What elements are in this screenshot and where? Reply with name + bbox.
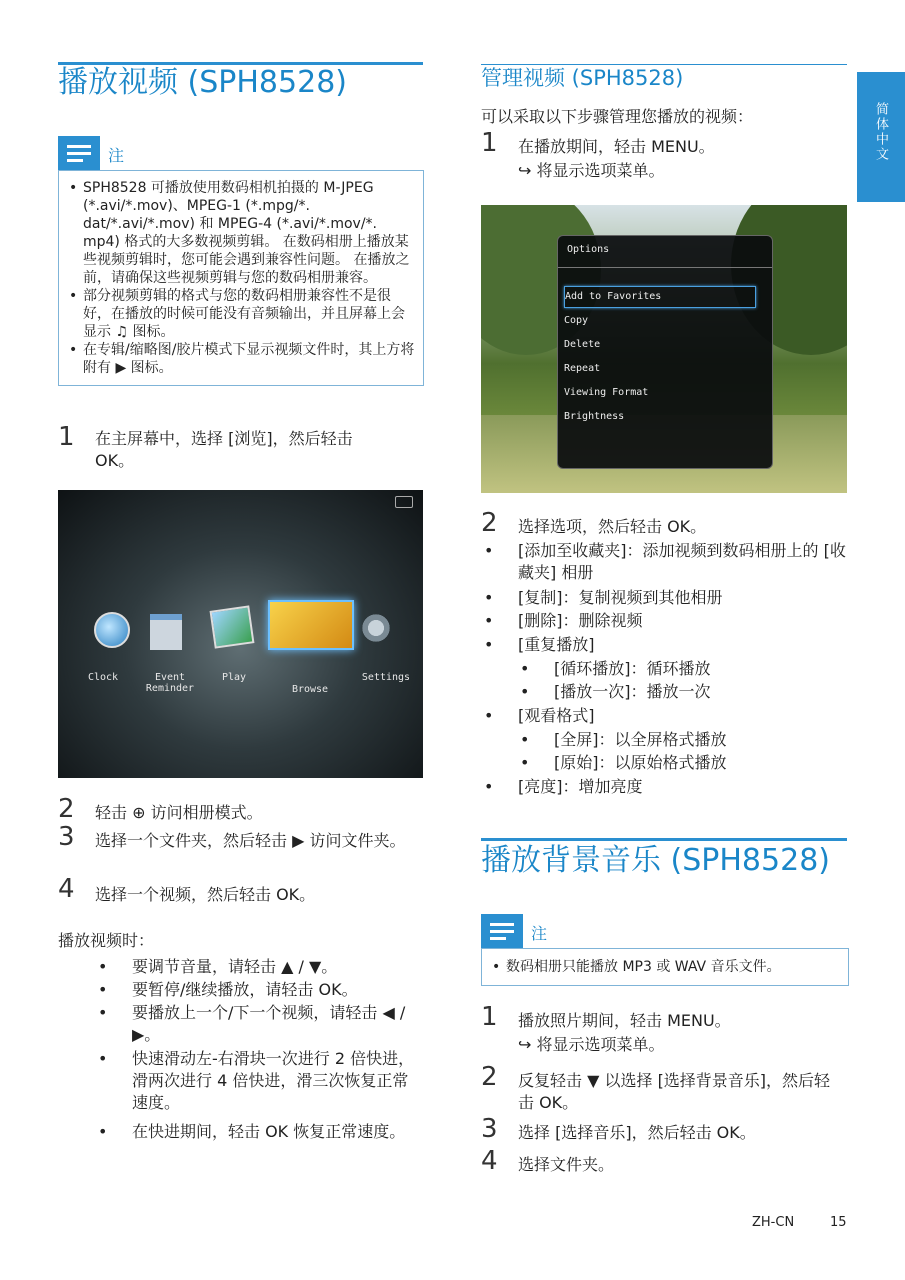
playing-item: • 在快进期间，轻击 OK 恢复正常速度。 xyxy=(132,1121,417,1143)
app-label-clock[interactable]: Clock xyxy=(87,672,119,683)
option-desc: • [亮度]：增加亮度 xyxy=(518,776,848,798)
step-number: 1 xyxy=(58,422,75,452)
note-box xyxy=(58,170,424,386)
playing-item: • 要调节音量，请轻击 ▲ / ▼。 xyxy=(132,956,417,978)
step-number: 4 xyxy=(481,1146,498,1176)
step-text: 选择文件夹。 xyxy=(518,1155,615,1174)
footer-language: ZH-CN xyxy=(752,1215,795,1230)
app-label-event-reminder[interactable]: Event Reminder xyxy=(145,672,195,694)
app-label-play[interactable]: Play xyxy=(221,672,247,683)
note-item: • 数码相册只能播放 MP3 或 WAV 音乐文件。 xyxy=(488,958,844,976)
note-item: • SPH8528 可播放使用数码相机拍摄的 M-JPEG (*.avi/*.mov)、MPEG-1 (*.mpg/*. dat/*.avi/*.mov) 和 MPEG-4 (*.avi/*.mov/*. mp4) 格式的大多数视频剪辑。 在数码相册上播放某些视频剪辑时，您可能会遇到兼容性问题。 在播放之前，请确保这些视频剪辑与您的数码相册兼容。 xyxy=(65,179,415,287)
page-number: 15 xyxy=(830,1215,847,1230)
options-menu-title: Options xyxy=(567,244,610,255)
option-desc-sub: • [原始]：以原始格式播放 xyxy=(554,752,844,774)
option-desc-sub: • [循环播放]：循环播放 xyxy=(554,658,844,680)
section-rule xyxy=(481,838,847,841)
note-label: 注 xyxy=(108,146,125,165)
option-desc: • [复制]：复制视频到其他相册 xyxy=(518,587,848,609)
step-text: 在播放期间，轻击 MENU。 xyxy=(518,137,715,156)
step-number: 2 xyxy=(481,1062,498,1092)
step-result: ↪ 将显示选项菜单。 xyxy=(518,161,665,180)
section-rule xyxy=(481,64,847,65)
note-label: 注 xyxy=(531,924,548,943)
language-tab-label: 简体中文 xyxy=(873,102,888,162)
option-desc: • [添加至收藏夹]：添加视频到数码相册上的 [收藏夹] 相册 xyxy=(518,540,848,584)
step-result: ↪ 将显示选项菜单。 xyxy=(518,1035,665,1054)
intro-text: 可以采取以下步骤管理您播放的视频： xyxy=(481,107,754,126)
step-number: 3 xyxy=(58,822,75,852)
settings-icon[interactable] xyxy=(360,612,392,644)
note-box xyxy=(481,948,849,986)
step-text: 选择一个文件夹，然后轻击 ▶ 访问文件夹。 xyxy=(95,831,406,850)
step-text: 轻击 ⊕ 访问相册模式。 xyxy=(95,803,263,822)
calendar-icon[interactable] xyxy=(150,614,182,650)
browse-icon[interactable] xyxy=(268,600,354,650)
note-item: • 在专辑/缩略图/胶片模式下显示视频文件时，其上方将附有 ▶ 图标。 xyxy=(65,341,415,377)
play-icon[interactable] xyxy=(210,605,255,648)
option-desc: • [观看格式] xyxy=(518,705,848,727)
note-icon xyxy=(481,914,523,948)
step-text: 播放照片期间，轻击 MENU。 xyxy=(518,1011,731,1030)
step-number: 1 xyxy=(481,128,498,158)
menu-item-copy[interactable]: Copy xyxy=(564,315,589,326)
language-tab xyxy=(857,72,905,202)
app-label-browse[interactable]: Browse xyxy=(291,684,329,695)
option-desc-sub: • [全屏]：以全屏格式播放 xyxy=(554,729,844,751)
playing-item: • 要播放上一个/下一个视频，请轻击 ◀ / ▶。 xyxy=(132,1002,417,1046)
playing-item: • 要暂停/继续播放，请轻击 OK。 xyxy=(132,979,417,1001)
menu-item-add-to-favorites[interactable]: Add to Favorites xyxy=(564,286,756,308)
step-text: 在主屏幕中，选择 [浏览]，然后轻击 OK。 xyxy=(95,429,353,470)
step-number: 4 xyxy=(58,874,75,904)
step-number: 1 xyxy=(481,1002,498,1032)
section-title-background-music: 播放背景音乐 (SPH8528) xyxy=(481,843,830,878)
menu-item-delete[interactable]: Delete xyxy=(564,339,601,350)
step-number: 2 xyxy=(58,794,75,824)
options-menu xyxy=(557,235,773,469)
option-desc-sub: • [播放一次]：播放一次 xyxy=(554,681,844,703)
note-item: • 部分视频剪辑的格式与您的数码相册兼容性不是很好，在播放的时候可能没有音频输出，并且屏幕上会显示 ♫ 图标。 xyxy=(65,287,415,341)
playing-item: • 快速滑动左-右滑块一次进行 2 倍快进，滑两次进行 4 倍快进，滑三次恢复正常速度。 xyxy=(132,1048,417,1114)
section-title-manage-video: 管理视频 (SPH8528) xyxy=(481,66,684,90)
menu-item-viewing-format[interactable]: Viewing Format xyxy=(564,387,649,398)
step-text: 选择选项，然后轻击 OK。 xyxy=(518,517,707,536)
step-number: 3 xyxy=(481,1114,498,1144)
battery-icon xyxy=(395,496,413,508)
step-text: 选择一个视频，然后轻击 OK。 xyxy=(95,885,316,904)
note-icon xyxy=(58,136,100,170)
app-label-settings[interactable]: Settings xyxy=(361,672,411,683)
clock-icon[interactable] xyxy=(94,612,130,648)
step-text: 选择 [选择音乐]，然后轻击 OK。 xyxy=(518,1123,756,1142)
step-text: 反复轻击 ▼ 以选择 [选择背景音乐]，然后轻击 OK。 xyxy=(518,1071,831,1112)
menu-item-brightness[interactable]: Brightness xyxy=(564,411,625,422)
section-title-play-video: 播放视频 (SPH8528) xyxy=(58,65,347,100)
option-desc: • [删除]：删除视频 xyxy=(518,610,848,632)
playing-heading: 播放视频时： xyxy=(58,931,155,950)
step-number: 2 xyxy=(481,508,498,538)
option-desc: • [重复播放] xyxy=(518,634,848,656)
home-screen-screenshot xyxy=(58,490,423,778)
menu-item-repeat[interactable]: Repeat xyxy=(564,363,601,374)
options-menu-screenshot xyxy=(481,205,847,493)
